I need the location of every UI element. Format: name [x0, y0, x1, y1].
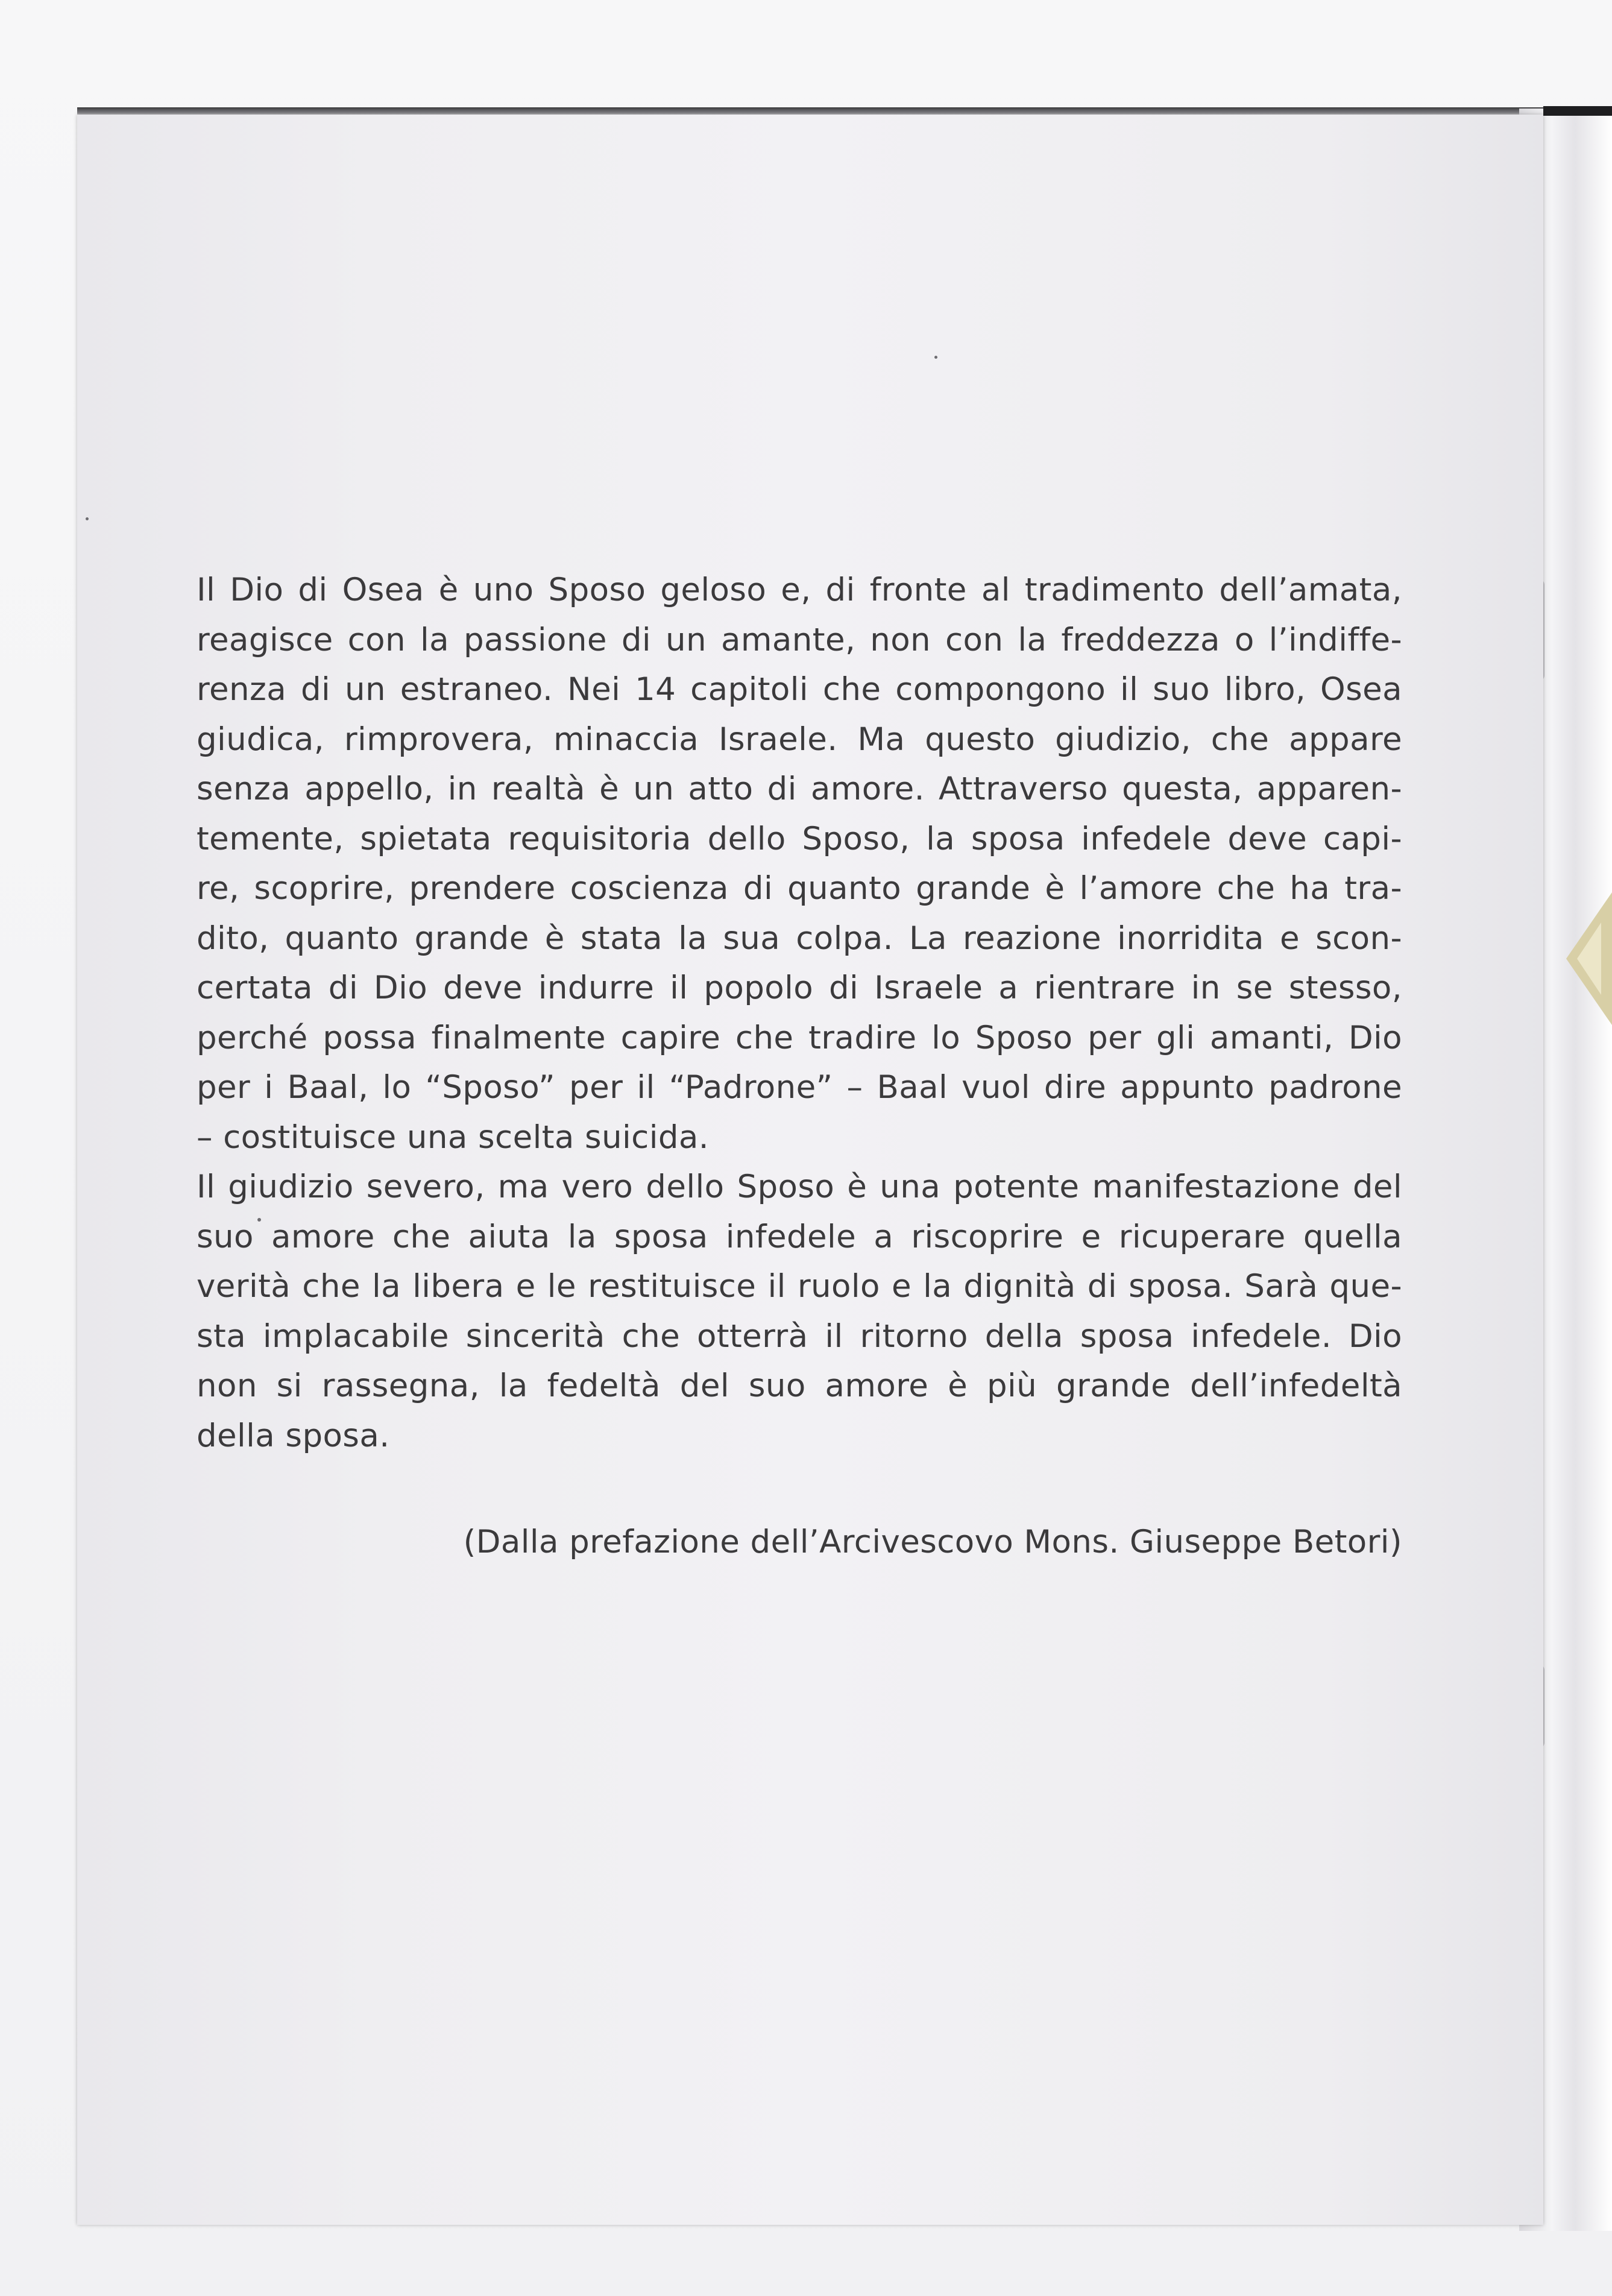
text-line: reagisce con la passione di un amante, non con la freddezza o l’indiffe-: [197, 621, 1402, 658]
binding-corner: [1543, 106, 1612, 116]
text-line: verità che la libera e le restituisce il ruolo e la dignità di sposa. Sarà que-: [197, 1268, 1402, 1305]
text-line: certata di Dio deve indurre il popolo di Israele a rientrare in se stesso,: [197, 970, 1402, 1006]
text-line: – costituisce una scelta suicida.: [197, 1118, 709, 1156]
text-line: dito, quanto grande è stata la sua colpa. La reazione inorridita e scon-: [197, 919, 1402, 957]
text-line: senza appello, in realtà è un atto di amore. Attraverso questa, apparen-: [197, 771, 1402, 807]
text-line: non si rassegna, la fedeltà del suo amore è più grande dell’infedeltà: [197, 1367, 1402, 1404]
text-line: suo amore che aiuta la sposa infedele a riscoprire e ricuperare quella: [197, 1218, 1402, 1255]
preface-excerpt: [197, 566, 1402, 1461]
paragraph-1: [197, 566, 1402, 1162]
text-line: temente, spietata requisitoria dello Sposo, la sposa infedele deve capi-: [197, 820, 1402, 857]
text-line: Il Dio di Osea è uno Sposo geloso e, di fronte al tradimento dell’amata,: [197, 572, 1402, 608]
text-line: della sposa.: [197, 1417, 390, 1454]
paragraph-2: [197, 1162, 1402, 1461]
dust-speck: [86, 517, 89, 520]
text-line: renza di un estraneo. Nei 14 capitoli che compongono il suo libro, Osea: [197, 671, 1402, 708]
dust-speck: [934, 356, 937, 359]
text-line: sta implacabile sincerità che otterrà il ritorno della sposa infedele. Dio: [197, 1317, 1402, 1355]
text-line: re, scoprire, prendere coscienza di quanto grande è l’amore che ha tra-: [197, 870, 1402, 907]
bookmark-ribbon-highlight: [1577, 922, 1601, 995]
text-line: giudica, rimprovera, minaccia Israele. Ma questo giudizio, che appare: [197, 721, 1402, 758]
text-line: per i Baal, lo “Sposo” per il “Padrone” – Baal vuol dire appunto padrone: [197, 1069, 1402, 1106]
attribution-line: (Dalla prefazione dell’Arcivescovo Mons. Giuseppe Betori): [463, 1524, 1402, 1560]
text-line: Il giudizio severo, ma vero dello Sposo è una potente manifestazione del: [197, 1168, 1402, 1205]
text-line: perché possa finalmente capire che tradire lo Sposo per gli amanti, Dio: [197, 1019, 1402, 1056]
